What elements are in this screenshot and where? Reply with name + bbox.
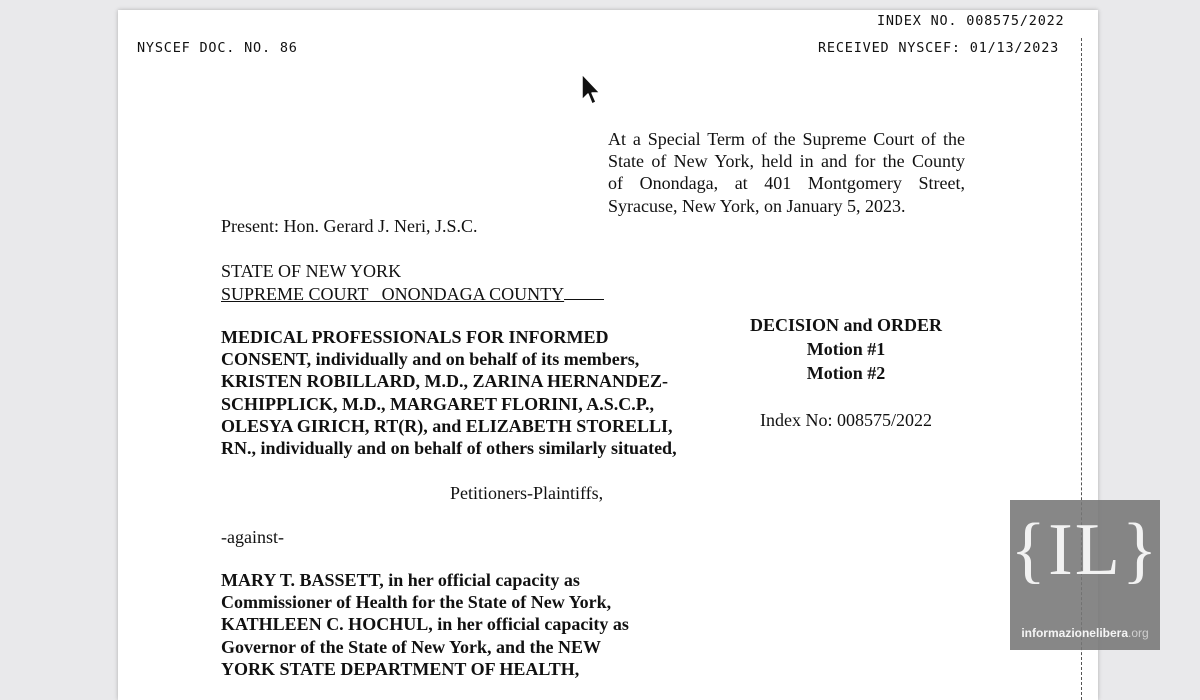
plaintiffs-line: KRISTEN ROBILLARD, M.D., ZARINA HERNANDEZ-: [221, 371, 669, 392]
court-state: STATE OF NEW YORK: [221, 261, 402, 281]
caption-line: Syracuse, New York, on January 5, 2023.: [608, 195, 906, 216]
court-county-text: SUPREME COURT ONONDAGA COUNTY: [221, 284, 565, 304]
defendants-line: MARY T. BASSETT, in her official capacity as: [221, 570, 580, 590]
watermark-logo: [1010, 500, 1160, 650]
caption-line: At a Special Term of the Supreme Court of the: [608, 129, 965, 149]
watermark-mark: {IL}: [1010, 509, 1160, 591]
plaintiffs-line: MEDICAL PROFESSIONALS FOR INFORMED: [221, 327, 609, 347]
mouse-pointer-icon: [580, 72, 602, 108]
decision-index-number: Index No: 008575/2022: [760, 410, 932, 430]
petitioners-label: Petitioners-Plaintiffs,: [450, 483, 604, 503]
plaintiffs-block: [221, 326, 677, 459]
watermark-site: [1010, 626, 1160, 640]
decision-block: [726, 313, 966, 431]
document-page: [118, 10, 1098, 700]
defendants-line: Governor of the State of New York, and the NEW: [221, 636, 601, 657]
caption-line: of Onondaga, at 401 Montgomery Street,: [608, 173, 965, 194]
underline-fill: [564, 285, 604, 300]
defendants-line: Commissioner of Health for the State of New York,: [221, 592, 612, 613]
against-label: -against-: [221, 527, 284, 547]
plaintiffs-line: OLESYA GIRICH, RT(R), and ELIZABETH STORELLI,: [221, 415, 673, 436]
present-judge: Present: Hon. Gerard J. Neri, J.S.C.: [221, 216, 478, 236]
motion-two: Motion #2: [806, 363, 886, 383]
index-number-header: INDEX NO. 008575/2022: [877, 13, 1065, 29]
plaintiffs-line: CONSENT, individually and on behalf of its members,: [221, 349, 640, 370]
special-term-caption: [608, 128, 965, 217]
doc-number-header: NYSCEF DOC. NO. 86: [137, 40, 298, 56]
received-date-header: RECEIVED NYSCEF: 01/13/2023: [818, 40, 1060, 56]
court-county: [221, 283, 604, 305]
plaintiffs-line: RN., individually and on behalf of others similarly situated,: [221, 438, 677, 459]
defendants-line: YORK STATE DEPARTMENT OF HEALTH,: [221, 658, 580, 679]
defendants-block: [221, 569, 629, 680]
motion-one: Motion #1: [806, 339, 886, 359]
watermark-site-tld: .org: [1128, 626, 1149, 640]
plaintiffs-line: SCHIPPLICK, M.D., MARGARET FLORINI, A.S.C.P.,: [221, 393, 655, 414]
decision-title: DECISION and ORDER: [749, 315, 943, 335]
watermark-site-main: informazionelibera: [1021, 626, 1128, 640]
caption-line: State of New York, held in and for the County: [608, 151, 965, 172]
defendants-line: KATHLEEN C. HOCHUL, in her official capacity as: [221, 614, 629, 635]
